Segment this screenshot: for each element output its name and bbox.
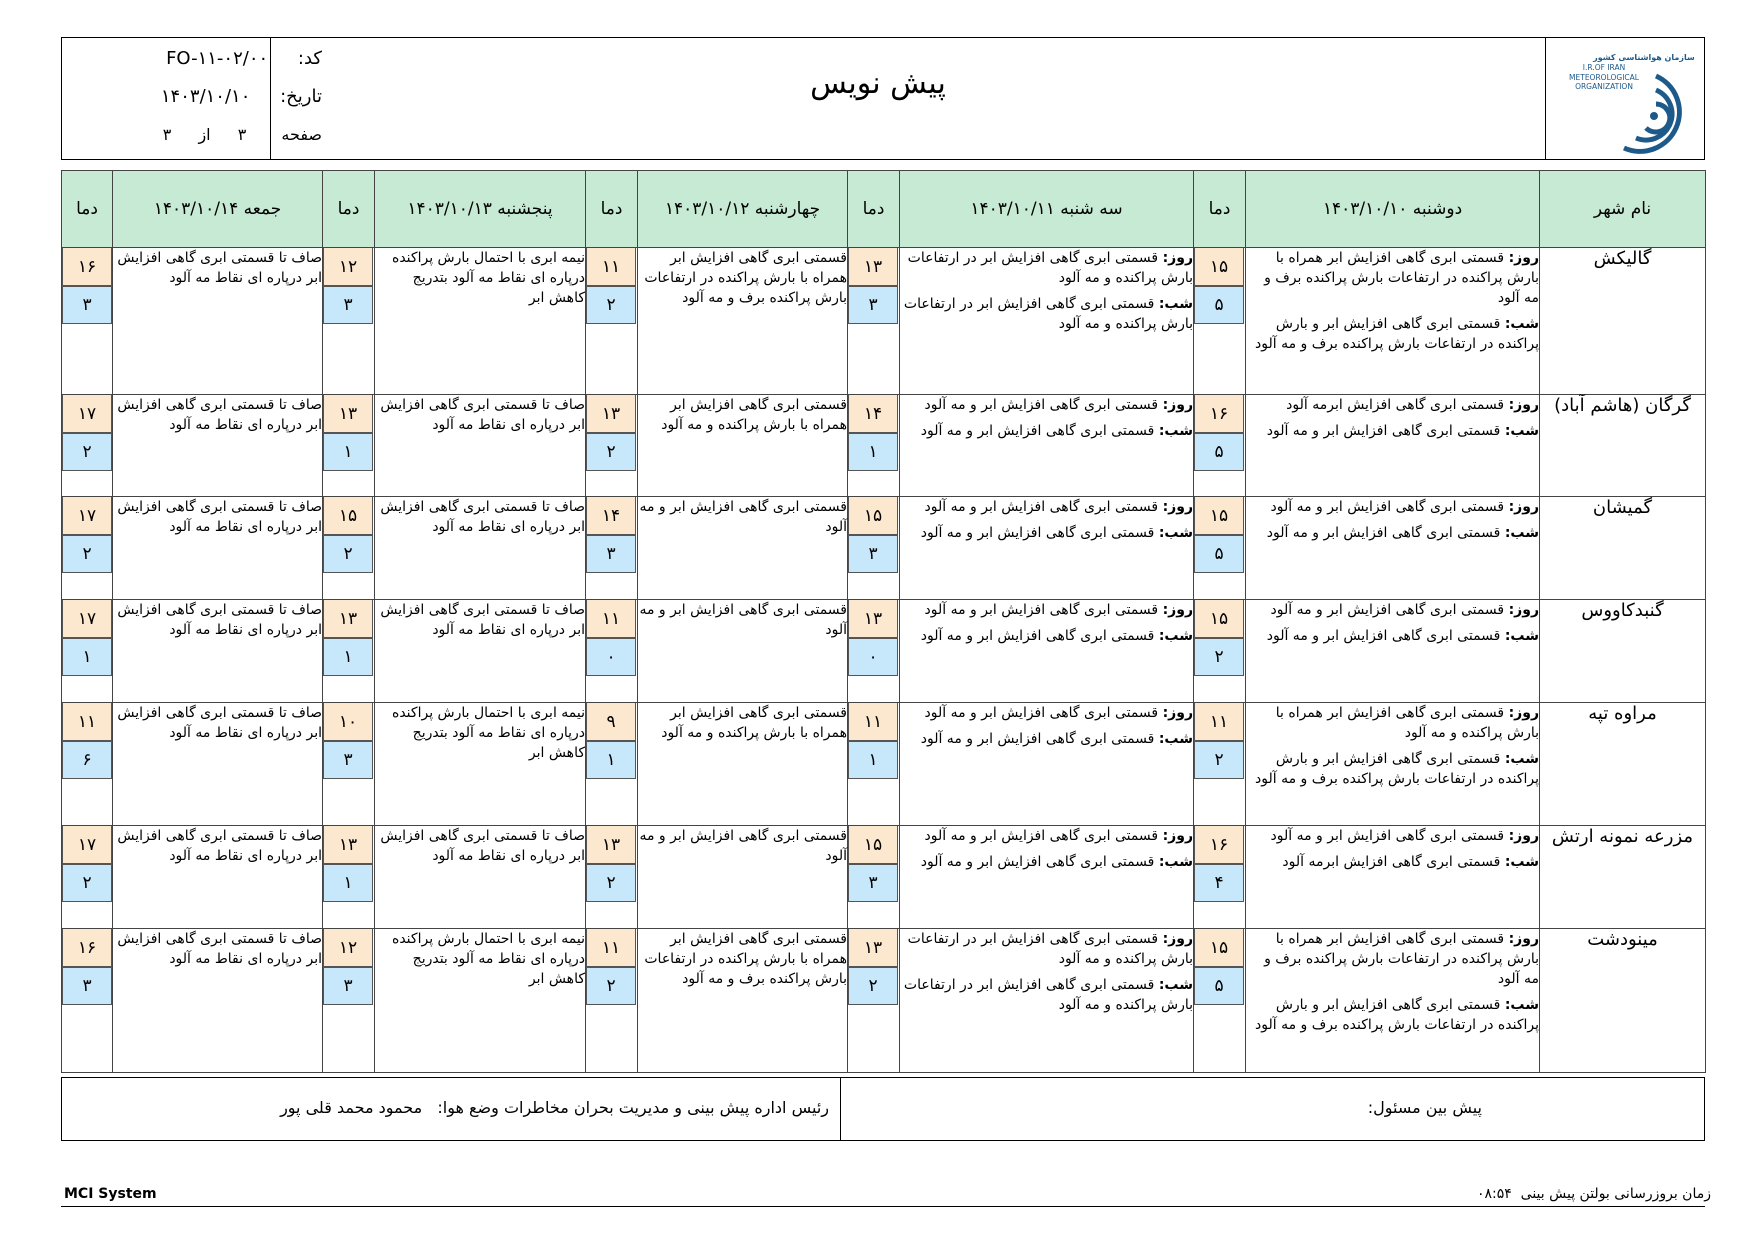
temperature-cell (586, 395, 638, 497)
forecast-description: صاف تا قسمتی ابری گاهی افزایش ابر درپاره ای نقاط مه آلود (113, 826, 323, 929)
day-label: روز: (1508, 602, 1539, 618)
forecast-description: قسمتی ابری گاهی افزایش ابر و مه آلود (638, 826, 848, 929)
day-label: روز: (1162, 931, 1193, 947)
temperature-cell (1194, 929, 1246, 1073)
day-forecast-text: قسمتی ابری گاهی افزایش ابر و مه آلود (1270, 499, 1505, 515)
temperature-cell (848, 497, 900, 600)
page-number: ۳ (237, 125, 247, 144)
forecast-table (61, 170, 1706, 1073)
temperature-cell (586, 703, 638, 826)
forecast-description: نیمه ابری با احتمال بارش پراکنده درپاره ای نقاط مه آلود بتدریج کاهش ابر (375, 703, 586, 826)
min-temperature: ۳ (848, 864, 898, 902)
min-temperature: ۲ (62, 433, 112, 471)
min-temperature: ۲ (62, 535, 112, 573)
page-of-label: از (198, 125, 211, 144)
min-temperature: ۱ (62, 638, 112, 676)
night-forecast (900, 626, 1193, 646)
max-temperature: ۱۲ (323, 929, 373, 967)
night-forecast-text: قسمتی ابری گاهی افزایش ابر و مه آلود (920, 525, 1155, 541)
temperature-cell (323, 600, 375, 703)
min-temperature: ۲ (848, 967, 898, 1005)
code-row (72, 48, 322, 69)
max-temperature: ۱۱ (586, 248, 636, 286)
night-forecast (900, 523, 1193, 543)
min-temperature: ۱ (323, 638, 373, 676)
max-temperature: ۱۰ (323, 703, 373, 741)
city-name: مزرعه نمونه ارتش (1540, 826, 1706, 929)
night-label: شب: (1158, 423, 1193, 439)
night-label: شب: (1158, 731, 1193, 747)
forecast-description (1246, 703, 1540, 826)
city-name: گالیکش (1540, 248, 1706, 395)
forecast-description (900, 497, 1194, 600)
day-forecast (900, 395, 1193, 415)
forecast-description: نیمه ابری با احتمال بارش پراکنده درپاره ای نقاط مه آلود بتدریج کاهش ابر (375, 929, 586, 1073)
system-name: MCI System (64, 1186, 157, 1202)
table-row (62, 600, 1706, 703)
city-name: گرگان (هاشم آباد) (1540, 395, 1706, 497)
min-temperature: ۵ (1194, 433, 1244, 471)
temperature-cell (848, 929, 900, 1073)
day-forecast-text: قسمتی ابری گاهی افزایش ابرمه آلود (1286, 397, 1505, 413)
day-label: روز: (1508, 397, 1539, 413)
forecaster-label: پیش بین مسئول: (1367, 1098, 1482, 1117)
min-temperature: ۲ (586, 433, 636, 471)
footer-divider (840, 1078, 841, 1140)
night-label: شب: (1504, 628, 1539, 644)
min-temperature: ۲ (586, 864, 636, 902)
city-name: گنبدکاووس (1540, 600, 1706, 703)
temperature-cell (323, 497, 375, 600)
min-temperature: ۵ (1194, 967, 1244, 1005)
min-temperature: ۱ (848, 433, 898, 471)
min-temperature: ۲ (323, 535, 373, 573)
min-temperature: ۱ (323, 864, 373, 902)
max-temperature: ۱۴ (848, 395, 898, 433)
max-temperature: ۱۵ (1194, 248, 1244, 286)
night-forecast-text: قسمتی ابری گاهی افزایش ابر و بارش پراکنده در ارتفاعات بارش پراکنده برف و مه آلود (1255, 997, 1539, 1033)
temperature-cell (1194, 703, 1246, 826)
forecast-description (1246, 248, 1540, 395)
day-forecast-text: قسمتی ابری گاهی افزایش ابر و مه آلود (1270, 602, 1505, 618)
forecast-description (1246, 826, 1540, 929)
day-column-header: سه شنبه ۱۴۰۳/۱۰/۱۱ (900, 171, 1194, 248)
day-forecast (900, 600, 1193, 620)
table-row (62, 248, 1706, 395)
temperature-cell (323, 929, 375, 1073)
day-forecast (1246, 703, 1539, 743)
forecast-description: صاف تا قسمتی ابری گاهی افزایش ابر درپاره ای نقاط مه آلود (113, 703, 323, 826)
temperature-cell (1194, 497, 1246, 600)
chief-name: محمود محمد قلی پور (280, 1098, 423, 1117)
day-label: روز: (1162, 602, 1193, 618)
forecast-description: صاف تا قسمتی ابری گاهی افزایش ابر درپاره ای نقاط مه آلود (375, 826, 586, 929)
day-forecast (1246, 929, 1539, 989)
night-forecast-text: قسمتی ابری گاهی افزایش ابر و مه آلود (1266, 525, 1501, 541)
min-temperature: ۵ (1194, 286, 1244, 324)
day-forecast (900, 826, 1193, 846)
max-temperature: ۱۵ (1194, 497, 1244, 535)
forecast-description: صاف تا قسمتی ابری گاهی افزایش ابر درپاره ای نقاط مه آلود (375, 497, 586, 600)
day-forecast-text: قسمتی ابری گاهی افزایش ابر در ارتفاعات بارش پراکنده و مه آلود (907, 250, 1193, 286)
night-label: شب: (1504, 751, 1539, 767)
night-forecast-text: قسمتی ابری گاهی افزایش ابر و مه آلود (1266, 423, 1501, 439)
forecast-description (1246, 497, 1540, 600)
max-temperature: ۱۶ (1194, 395, 1244, 433)
day-forecast (1246, 600, 1539, 620)
max-temperature: ۱۷ (62, 826, 112, 864)
max-temperature: ۱۳ (323, 395, 373, 433)
day-forecast (1246, 395, 1539, 415)
forecast-description (900, 703, 1194, 826)
forecast-description (900, 826, 1194, 929)
meteorological-logo-icon (1544, 46, 1694, 158)
page-row (72, 125, 322, 144)
day-forecast-text: قسمتی ابری گاهی افزایش ابر و مه آلود (924, 397, 1159, 413)
night-forecast-text: قسمتی ابری گاهی افزایش ابر و بارش پراکنده در ارتفاعات بارش پراکنده برف و مه آلود (1255, 751, 1539, 787)
night-forecast-text: قسمتی ابری گاهی افزایش ابر و مه آلود (920, 731, 1155, 747)
max-temperature: ۱۵ (1194, 929, 1244, 967)
forecast-description: صاف تا قسمتی ابری گاهی افزایش ابر درپاره ای نقاط مه آلود (113, 929, 323, 1073)
max-temperature: ۱۷ (62, 497, 112, 535)
table-row (62, 703, 1706, 826)
chief-label: رئیس اداره پیش بینی و مدیریت بحران مخاطرات وضع هوا: (437, 1098, 829, 1117)
day-forecast (900, 703, 1193, 723)
min-temperature: ۱ (586, 741, 636, 779)
footer-rule (61, 1206, 1705, 1207)
min-temperature: ۳ (62, 286, 112, 324)
temperature-cell (62, 497, 113, 600)
temperature-cell (62, 826, 113, 929)
forecast-description: صاف تا قسمتی ابری گاهی افزایش ابر درپاره ای نقاط مه آلود (113, 497, 323, 600)
max-temperature: ۱۲ (323, 248, 373, 286)
day-forecast (1246, 826, 1539, 846)
night-forecast (900, 421, 1193, 441)
temp-column-header: دما (323, 171, 375, 248)
min-temperature: ۰ (848, 638, 898, 676)
temperature-cell (848, 600, 900, 703)
day-column-header: پنجشنبه ۱۴۰۳/۱۰/۱۳ (375, 171, 586, 248)
min-temperature: ۲ (1194, 741, 1244, 779)
forecast-description (1246, 929, 1540, 1073)
temperature-cell (62, 248, 113, 395)
max-temperature: ۱۶ (62, 248, 112, 286)
day-label: روز: (1162, 397, 1193, 413)
min-temperature: ۵ (1194, 535, 1244, 573)
night-forecast (900, 975, 1193, 1015)
day-column-header: دوشنبه ۱۴۰۳/۱۰/۱۰ (1246, 171, 1540, 248)
svg-text:I.R.OF IRAN: I.R.OF IRAN (1582, 63, 1626, 72)
temperature-cell (323, 826, 375, 929)
day-label: روز: (1162, 250, 1193, 266)
temperature-cell (848, 703, 900, 826)
max-temperature: ۱۱ (586, 600, 636, 638)
table-row (62, 497, 1706, 600)
min-temperature: ۰ (586, 638, 636, 676)
temp-column-header: دما (848, 171, 900, 248)
day-column-header: جمعه ۱۴۰۳/۱۰/۱۴ (113, 171, 323, 248)
night-label: شب: (1504, 423, 1539, 439)
night-label: شب: (1504, 316, 1539, 332)
day-column-header: چهارشنبه ۱۴۰۳/۱۰/۱۲ (638, 171, 848, 248)
night-forecast (1246, 995, 1539, 1035)
update-time (1477, 1186, 1711, 1202)
night-forecast (1246, 749, 1539, 789)
day-label: روز: (1508, 828, 1539, 844)
forecast-description: قسمتی ابری گاهی افزایش ابر همراه با بارش پراکنده و مه آلود (638, 703, 848, 826)
night-forecast-text: قسمتی ابری گاهی افزایش ابر و مه آلود (920, 628, 1155, 644)
temperature-cell (62, 929, 113, 1073)
temperature-cell (586, 826, 638, 929)
temperature-cell (62, 703, 113, 826)
night-label: شب: (1158, 977, 1193, 993)
temperature-cell (1194, 248, 1246, 395)
day-label: روز: (1508, 499, 1539, 515)
organization-logo (1544, 46, 1694, 158)
day-label: روز: (1508, 250, 1539, 266)
forecast-description: قسمتی ابری گاهی افزایش ابر همراه با بارش پراکنده در ارتفاعات بارش پراکنده برف و مه آلود (638, 248, 848, 395)
date-label: تاریخ: (280, 86, 322, 107)
min-temperature: ۴ (1194, 864, 1244, 902)
day-forecast-text: قسمتی ابری گاهی افزایش ابر همراه با بارش پراکنده در ارتفاعات بارش پراکنده برف و مه آلود (1264, 250, 1539, 306)
max-temperature: ۱۴ (586, 497, 636, 535)
max-temperature: ۱۱ (62, 703, 112, 741)
forecast-description: صاف تا قسمتی ابری گاهی افزایش ابر درپاره ای نقاط مه آلود (375, 600, 586, 703)
night-forecast-text: قسمتی ابری گاهی افزایش ابر و مه آلود (920, 423, 1155, 439)
max-temperature: ۱۵ (323, 497, 373, 535)
night-forecast (900, 294, 1193, 334)
night-forecast-text: قسمتی ابری گاهی افزایش ابر و بارش پراکنده در ارتفاعات بارش پراکنده برف و مه آلود (1255, 316, 1539, 352)
day-forecast (900, 248, 1193, 288)
min-temperature: ۱ (848, 741, 898, 779)
max-temperature: ۱۵ (848, 826, 898, 864)
max-temperature: ۱۱ (586, 929, 636, 967)
night-forecast-text: قسمتی ابری گاهی افزایش ابر و مه آلود (1266, 628, 1501, 644)
max-temperature: ۱۱ (1194, 703, 1244, 741)
min-temperature: ۲ (62, 864, 112, 902)
page-title: پیش نویس (810, 66, 946, 101)
temperature-cell (323, 395, 375, 497)
temperature-cell (1194, 600, 1246, 703)
min-temperature: ۲ (1194, 638, 1244, 676)
temperature-cell (62, 600, 113, 703)
forecast-description: نیمه ابری با احتمال بارش پراکنده درپاره ای نقاط مه آلود بتدریج کاهش ابر (375, 248, 586, 395)
day-forecast (1246, 497, 1539, 517)
day-label: روز: (1162, 828, 1193, 844)
max-temperature: ۱۳ (323, 600, 373, 638)
night-label: شب: (1504, 854, 1539, 870)
min-temperature: ۳ (848, 535, 898, 573)
day-forecast-text: قسمتی ابری گاهی افزایش ابر همراه با بارش پراکنده در ارتفاعات بارش پراکنده برف و مه آلود (1264, 931, 1539, 987)
day-forecast (900, 929, 1193, 969)
signature-box (61, 1077, 1705, 1141)
chief-signature (280, 1098, 829, 1117)
code-label: کد: (297, 48, 322, 69)
city-column-header: نام شهر (1540, 171, 1706, 248)
page-total: ۳ (162, 125, 172, 144)
max-temperature: ۱۳ (848, 929, 898, 967)
max-temperature: ۱۳ (848, 248, 898, 286)
day-forecast-text: قسمتی ابری گاهی افزایش ابر و مه آلود (924, 602, 1159, 618)
day-forecast-text: قسمتی ابری گاهی افزایش ابر همراه با بارش پراکنده و مه آلود (1275, 705, 1539, 741)
svg-text:ORGANIZATION: ORGANIZATION (1575, 82, 1633, 91)
page-label: صفحه (281, 125, 322, 144)
forecast-description (900, 600, 1194, 703)
night-forecast (900, 729, 1193, 749)
max-temperature: ۱۱ (848, 703, 898, 741)
day-forecast-text: قسمتی ابری گاهی افزایش ابر و مه آلود (924, 705, 1159, 721)
night-label: شب: (1504, 525, 1539, 541)
temperature-cell (848, 395, 900, 497)
date-value: ۱۴۰۳/۱۰/۱۰ (160, 86, 251, 107)
max-temperature: ۹ (586, 703, 636, 741)
day-label: روز: (1508, 931, 1539, 947)
min-temperature: ۳ (323, 967, 373, 1005)
max-temperature: ۱۳ (586, 395, 636, 433)
night-forecast-text: قسمتی ابری گاهی افزایش ابرمه آلود (1282, 854, 1501, 870)
min-temperature: ۳ (848, 286, 898, 324)
max-temperature: ۱۵ (848, 497, 898, 535)
table-row (62, 395, 1706, 497)
table-row (62, 826, 1706, 929)
day-forecast (1246, 248, 1539, 308)
forecast-description (900, 248, 1194, 395)
forecast-description: قسمتی ابری گاهی افزایش ابر همراه با بارش پراکنده در ارتفاعات بارش پراکنده برف و مه آلود (638, 929, 848, 1073)
day-forecast-text: قسمتی ابری گاهی افزایش ابر و مه آلود (924, 499, 1159, 515)
day-label: روز: (1508, 705, 1539, 721)
night-label: شب: (1504, 997, 1539, 1013)
forecast-description: قسمتی ابری گاهی افزایش ابر و مه آلود (638, 497, 848, 600)
temperature-cell (586, 600, 638, 703)
temperature-cell (62, 395, 113, 497)
night-label: شب: (1158, 296, 1193, 312)
night-forecast (1246, 852, 1539, 872)
min-temperature: ۳ (62, 967, 112, 1005)
max-temperature: ۱۶ (62, 929, 112, 967)
max-temperature: ۱۷ (62, 600, 112, 638)
night-forecast (1246, 523, 1539, 543)
max-temperature: ۱۵ (1194, 600, 1244, 638)
update-label: زمان بروزرسانی بولتن پیش بینی (1520, 1186, 1711, 1202)
max-temperature: ۱۳ (848, 600, 898, 638)
max-temperature: ۱۷ (62, 395, 112, 433)
city-name: مراوه تپه (1540, 703, 1706, 826)
min-temperature: ۱ (323, 433, 373, 471)
night-label: شب: (1158, 854, 1193, 870)
day-forecast-text: قسمتی ابری گاهی افزایش ابر و مه آلود (1270, 828, 1505, 844)
temperature-cell (586, 497, 638, 600)
night-forecast (900, 852, 1193, 872)
night-label: شب: (1158, 525, 1193, 541)
temp-column-header: دما (1194, 171, 1246, 248)
night-label: شب: (1158, 628, 1193, 644)
date-row (72, 86, 322, 107)
forecast-description (900, 395, 1194, 497)
temp-column-header: دما (586, 171, 638, 248)
min-temperature: ۳ (323, 286, 373, 324)
temperature-cell (586, 929, 638, 1073)
day-label: روز: (1162, 499, 1193, 515)
temperature-cell (586, 248, 638, 395)
svg-text:سازمان هواشناسی کشور: سازمان هواشناسی کشور (1593, 53, 1694, 62)
min-temperature: ۲ (586, 967, 636, 1005)
code-value: FO-۱۱-۰۲/۰۰ (166, 48, 269, 69)
temperature-cell (323, 703, 375, 826)
temperature-cell (1194, 826, 1246, 929)
min-temperature: ۶ (62, 741, 112, 779)
table-body (62, 248, 1706, 1073)
temperature-cell (848, 248, 900, 395)
night-forecast-text: قسمتی ابری گاهی افزایش ابر در ارتفاعات بارش پراکنده و مه آلود (903, 296, 1193, 332)
update-time-value: ۰۸:۵۴ (1476, 1186, 1512, 1202)
temperature-cell (1194, 395, 1246, 497)
day-forecast-text: قسمتی ابری گاهی افزایش ابر و مه آلود (924, 828, 1159, 844)
day-label: روز: (1162, 705, 1193, 721)
city-name: مینودشت (1540, 929, 1706, 1073)
forecast-description (1246, 395, 1540, 497)
min-temperature: ۲ (586, 286, 636, 324)
svg-text:METEOROLOGICAL: METEOROLOGICAL (1569, 73, 1639, 82)
table-header-row (62, 171, 1706, 248)
night-forecast (1246, 421, 1539, 441)
max-temperature: ۱۳ (586, 826, 636, 864)
forecast-description: قسمتی ابری گاهی افزایش ابر همراه با بارش پراکنده و مه آلود (638, 395, 848, 497)
max-temperature: ۱۶ (1194, 826, 1244, 864)
day-forecast-text: قسمتی ابری گاهی افزایش ابر در ارتفاعات بارش پراکنده و مه آلود (907, 931, 1193, 967)
max-temperature: ۱۳ (323, 826, 373, 864)
forecast-description: صاف تا قسمتی ابری گاهی افزایش ابر درپاره ای نقاط مه آلود (113, 395, 323, 497)
city-name: گمیشان (1540, 497, 1706, 600)
temperature-cell (848, 826, 900, 929)
night-forecast-text: قسمتی ابری گاهی افزایش ابر و مه آلود (920, 854, 1155, 870)
forecast-description: صاف تا قسمتی ابری گاهی افزایش ابر درپاره ای نقاط مه آلود (375, 395, 586, 497)
night-forecast (1246, 626, 1539, 646)
night-forecast-text: قسمتی ابری گاهی افزایش ابر در ارتفاعات بارش پراکنده و مه آلود (903, 977, 1193, 1013)
forecast-description: قسمتی ابری گاهی افزایش ابر و مه آلود (638, 600, 848, 703)
table-row (62, 929, 1706, 1073)
min-temperature: ۳ (323, 741, 373, 779)
forecast-description (900, 929, 1194, 1073)
forecast-description: صاف تا قسمتی ابری گاهی افزایش ابر درپاره ای نقاط مه آلود (113, 248, 323, 395)
forecast-description (1246, 600, 1540, 703)
night-forecast (1246, 314, 1539, 354)
min-temperature: ۳ (586, 535, 636, 573)
temperature-cell (323, 248, 375, 395)
document-header (61, 37, 1705, 160)
forecast-description: صاف تا قسمتی ابری گاهی افزایش ابر درپاره ای نقاط مه آلود (113, 600, 323, 703)
temp-column-header: دما (62, 171, 113, 248)
day-forecast (900, 497, 1193, 517)
